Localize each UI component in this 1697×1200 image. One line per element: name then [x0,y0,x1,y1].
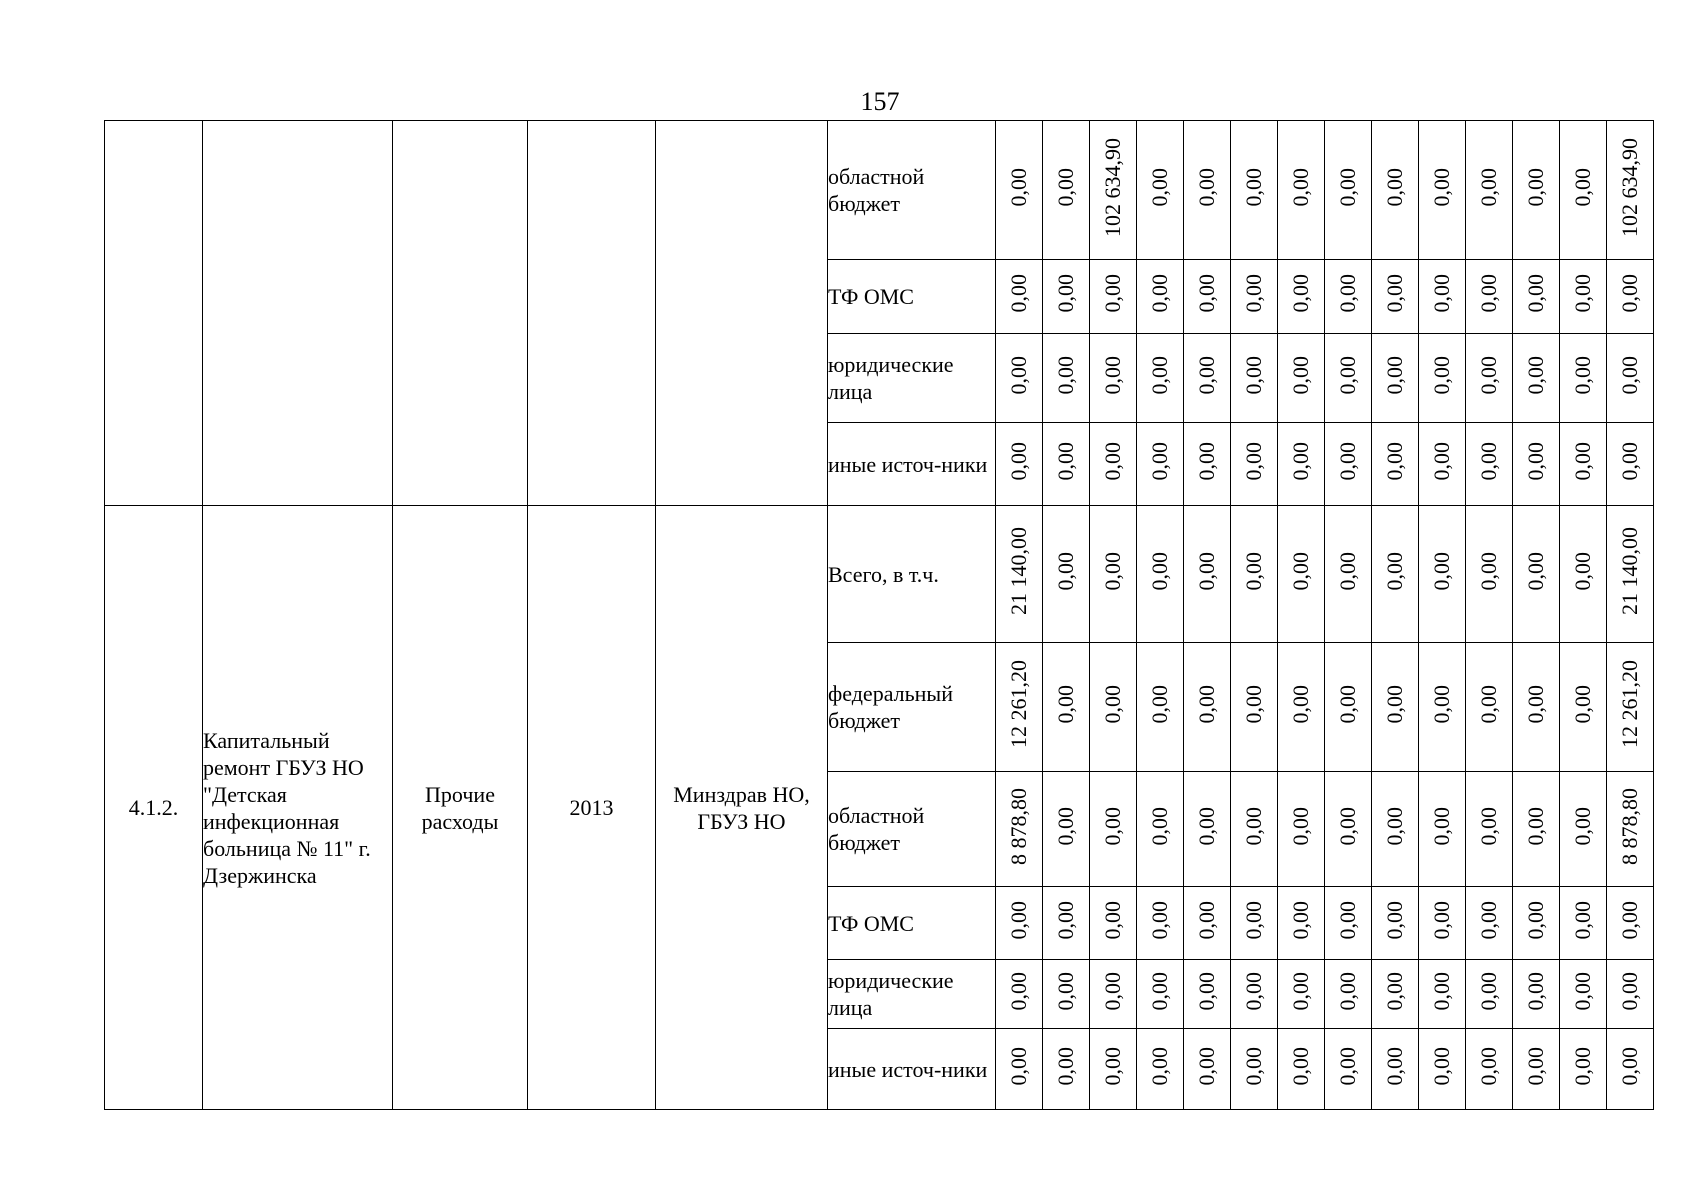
expense-type-cell [393,121,528,506]
value-cell: 0,00 [1184,260,1231,334]
value-cell: 0,00 [1231,887,1278,960]
value-cell: 0,00 [1466,887,1513,960]
table-row [105,121,1654,260]
value-cell: 0,00 [1372,960,1419,1029]
value-cell: 0,00 [1231,506,1278,643]
value-cell: 0,00 [1419,334,1466,423]
total-cell: 12 261,20 [1607,643,1654,772]
table-row [105,506,1654,643]
value-cell: 0,00 [1372,643,1419,772]
value-cell: 0,00 [1513,423,1560,506]
value-cell: 0,00 [1466,121,1513,260]
item-name-cell [203,121,393,506]
executor-cell [656,121,828,506]
value-cell: 0,00 [1466,960,1513,1029]
value-cell: 0,00 [1043,260,1090,334]
value-cell: 0,00 [1090,423,1137,506]
value-cell: 0,00 [1278,334,1325,423]
value-cell: 21 140,00 [996,506,1043,643]
value-cell: 0,00 [1278,506,1325,643]
value-cell: 0,00 [1043,643,1090,772]
value-cell: 0,00 [1231,772,1278,887]
value-cell: 0,00 [1325,887,1372,960]
value-cell: 0,00 [1137,643,1184,772]
value-cell: 0,00 [1513,772,1560,887]
value-cell: 0,00 [1278,423,1325,506]
value-cell: 0,00 [1466,1029,1513,1110]
value-cell: 0,00 [1137,772,1184,887]
value-cell: 0,00 [1513,334,1560,423]
value-cell: 0,00 [1419,1029,1466,1110]
value-cell: 0,00 [1278,772,1325,887]
value-cell: 0,00 [1278,260,1325,334]
value-cell: 0,00 [1278,960,1325,1029]
value-cell: 0,00 [1231,121,1278,260]
total-cell: 0,00 [1607,423,1654,506]
value-cell: 0,00 [1513,643,1560,772]
value-cell: 0,00 [1560,121,1607,260]
funding-source: областной бюджет [828,772,996,887]
value-cell: 0,00 [1419,121,1466,260]
funding-source: федеральный бюджет [828,643,996,772]
executor-cell: Минздрав НО, ГБУЗ НО [656,506,828,1110]
year-cell [528,121,656,506]
value-cell: 0,00 [1325,772,1372,887]
value-cell: 0,00 [1560,260,1607,334]
value-cell: 0,00 [1043,887,1090,960]
total-cell: 0,00 [1607,334,1654,423]
value-cell: 0,00 [1419,887,1466,960]
value-cell: 8 878,80 [996,772,1043,887]
value-cell: 0,00 [1090,887,1137,960]
value-cell: 0,00 [1137,121,1184,260]
value-cell: 0,00 [1372,260,1419,334]
funding-source: юридические лица [828,334,996,423]
value-cell: 0,00 [1466,423,1513,506]
value-cell: 0,00 [1137,887,1184,960]
value-cell: 0,00 [1466,506,1513,643]
value-cell: 0,00 [1466,260,1513,334]
value-cell: 0,00 [1278,121,1325,260]
value-cell: 0,00 [1278,1029,1325,1110]
funding-source: Всего, в т.ч. [828,506,996,643]
value-cell: 0,00 [1372,506,1419,643]
value-cell: 0,00 [1090,334,1137,423]
value-cell: 0,00 [1325,960,1372,1029]
value-cell: 0,00 [1231,334,1278,423]
value-cell: 0,00 [1513,506,1560,643]
funding-source: иные источ-ники [828,1029,996,1110]
value-cell: 12 261,20 [996,643,1043,772]
value-cell: 0,00 [1090,772,1137,887]
value-cell: 0,00 [1513,960,1560,1029]
value-cell: 0,00 [1325,121,1372,260]
value-cell: 0,00 [1560,887,1607,960]
value-cell: 0,00 [1184,960,1231,1029]
value-cell: 0,00 [1560,334,1607,423]
value-cell: 0,00 [1043,506,1090,643]
value-cell: 0,00 [1419,643,1466,772]
budget-table [104,120,1654,1110]
value-cell: 0,00 [1560,772,1607,887]
value-cell: 0,00 [1560,506,1607,643]
value-cell: 0,00 [1137,334,1184,423]
value-cell: 0,00 [1137,423,1184,506]
value-cell: 0,00 [1372,887,1419,960]
value-cell: 0,00 [996,334,1043,423]
value-cell: 0,00 [1372,334,1419,423]
year-cell: 2013 [528,506,656,1110]
value-cell: 0,00 [1184,423,1231,506]
value-cell: 0,00 [1043,423,1090,506]
value-cell: 0,00 [1137,960,1184,1029]
total-cell: 102 634,90 [1607,121,1654,260]
value-cell: 0,00 [1043,121,1090,260]
value-cell: 0,00 [1419,960,1466,1029]
value-cell: 0,00 [1231,960,1278,1029]
value-cell: 0,00 [1090,260,1137,334]
value-cell: 0,00 [1043,1029,1090,1110]
value-cell: 0,00 [1513,121,1560,260]
funding-source: ТФ ОМС [828,260,996,334]
value-cell: 0,00 [1043,772,1090,887]
value-cell: 0,00 [1513,887,1560,960]
value-cell: 0,00 [1372,1029,1419,1110]
value-cell: 0,00 [996,260,1043,334]
value-cell: 0,00 [996,423,1043,506]
value-cell: 0,00 [1325,423,1372,506]
value-cell: 0,00 [1560,960,1607,1029]
value-cell: 0,00 [1513,1029,1560,1110]
value-cell: 0,00 [1184,506,1231,643]
value-cell: 0,00 [1231,1029,1278,1110]
value-cell: 0,00 [1325,334,1372,423]
value-cell: 0,00 [1560,1029,1607,1110]
funding-source: областной бюджет [828,121,996,260]
expense-type-cell: Прочие расходы [393,506,528,1110]
value-cell: 0,00 [1466,334,1513,423]
value-cell: 0,00 [1325,1029,1372,1110]
total-cell: 8 878,80 [1607,772,1654,887]
value-cell: 0,00 [1231,643,1278,772]
value-cell: 0,00 [1419,506,1466,643]
value-cell: 102 634,90 [1090,121,1137,260]
funding-source: юридические лица [828,960,996,1029]
value-cell: 0,00 [1466,643,1513,772]
value-cell: 0,00 [1560,643,1607,772]
item-number-cell [105,121,203,506]
value-cell: 0,00 [1090,1029,1137,1110]
value-cell: 0,00 [1184,887,1231,960]
value-cell: 0,00 [1137,1029,1184,1110]
page-number: 157 [860,87,900,116]
value-cell: 0,00 [996,887,1043,960]
value-cell: 0,00 [1513,260,1560,334]
value-cell: 0,00 [996,121,1043,260]
total-cell: 0,00 [1607,887,1654,960]
value-cell: 0,00 [1325,260,1372,334]
value-cell: 0,00 [1372,121,1419,260]
value-cell: 0,00 [1184,334,1231,423]
value-cell: 0,00 [1137,506,1184,643]
value-cell: 0,00 [1419,772,1466,887]
value-cell: 0,00 [1466,772,1513,887]
total-cell: 0,00 [1607,260,1654,334]
value-cell: 0,00 [1372,423,1419,506]
value-cell: 0,00 [1184,121,1231,260]
value-cell: 0,00 [996,960,1043,1029]
value-cell: 0,00 [1184,772,1231,887]
value-cell: 0,00 [996,1029,1043,1110]
funding-source: иные источ-ники [828,423,996,506]
value-cell: 0,00 [1278,887,1325,960]
value-cell: 0,00 [1231,423,1278,506]
total-cell: 21 140,00 [1607,506,1654,643]
total-cell: 0,00 [1607,1029,1654,1110]
value-cell: 0,00 [1419,423,1466,506]
value-cell: 0,00 [1560,423,1607,506]
funding-source: ТФ ОМС [828,887,996,960]
total-cell: 0,00 [1607,960,1654,1029]
value-cell: 0,00 [1325,643,1372,772]
value-cell: 0,00 [1137,260,1184,334]
value-cell: 0,00 [1184,643,1231,772]
value-cell: 0,00 [1043,334,1090,423]
value-cell: 0,00 [1090,506,1137,643]
item-name-cell: Капитальный ремонт ГБУЗ НО "Детская инфекционная больница № 11" г. Дзержинска [203,506,393,1110]
value-cell: 0,00 [1419,260,1466,334]
value-cell: 0,00 [1090,643,1137,772]
value-cell: 0,00 [1231,260,1278,334]
value-cell: 0,00 [1043,960,1090,1029]
value-cell: 0,00 [1090,960,1137,1029]
value-cell: 0,00 [1278,643,1325,772]
value-cell: 0,00 [1184,1029,1231,1110]
value-cell: 0,00 [1372,772,1419,887]
value-cell: 0,00 [1325,506,1372,643]
item-number-cell: 4.1.2. [105,506,203,1110]
